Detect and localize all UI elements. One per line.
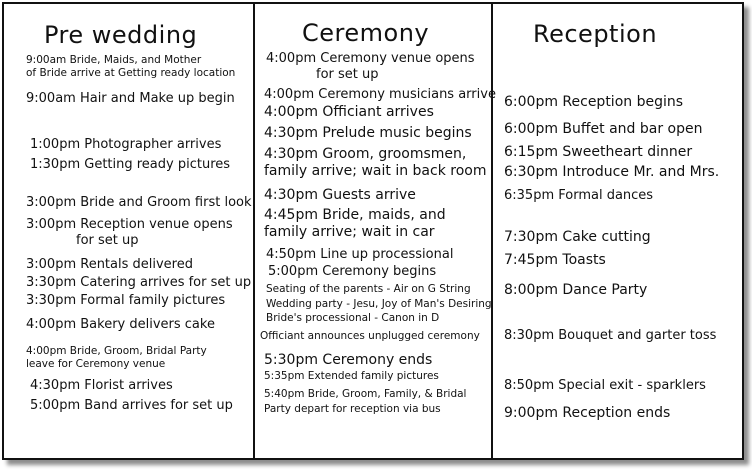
entry-line: 3:00pm Rentals delivered [26,257,193,272]
reception-entry [504,121,703,138]
pre-wedding-entry [30,398,233,414]
entry-line: Bride's processional - Canon in D [266,312,440,325]
entry-line: 4:00pm Bride, Groom, Bridal Party [26,345,207,357]
entry-line: Party depart for reception via bus [264,403,441,416]
entry-line: 9:00am Bride, Maids, and Mother [26,54,202,66]
entry-line: 1:00pm Photographer arrives [30,137,222,152]
ceremony-entry [264,207,446,241]
ceremony-entry [264,104,434,121]
ceremony-entry [264,387,466,417]
entry-line: 5:30pm Ceremony ends [264,352,433,368]
wedding-timeline-sheet [2,2,744,460]
reception-entry [504,144,692,161]
pre-wedding-entry [26,54,235,79]
pre-wedding-entry [26,293,225,309]
entry-line: 1:30pm Getting ready pictures [30,157,231,172]
entry-line: for set up [76,232,139,248]
reception-entry [504,252,606,269]
reception-column [493,4,742,458]
entry-line: Wedding party - Jesu, Joy of Man's Desiring [266,297,492,310]
entry-line: 3:00pm Reception venue opens [26,217,233,232]
entry-line: family arrive; wait in car [264,223,435,240]
entry-line: 4:00pm Bakery delivers cake [26,317,215,332]
entry-line: Seating of the parents - Air on G String [266,283,471,295]
reception-entry [504,405,670,422]
entry-line: 7:45pm Toasts [504,252,606,268]
pre-wedding-entry [26,217,233,248]
entry-line: 4:00pm Officiant arrives [264,104,434,120]
entry-line: 6:15pm Sweetheart dinner [504,144,693,160]
entry-line: 9:00pm Reception ends [504,405,671,421]
reception-entry [504,378,706,394]
reception-entry [504,328,716,344]
pre-wedding-entry [26,317,215,333]
reception-title: Reception [533,20,658,48]
entry-line: family arrive; wait in back room [264,162,487,179]
reception-entry [504,94,683,111]
ceremony-entry [264,370,439,383]
pre-wedding-title: Pre wedding [44,21,198,49]
pre-wedding-entry [30,157,230,173]
ceremony-entry [266,51,475,82]
entry-line: 3:30pm Catering arrives for set up [26,275,252,290]
entry-line: 6:35pm Formal dances [504,188,654,203]
entry-line: 6:30pm Introduce Mr. and Mrs. [504,164,720,180]
reception-entry [504,282,647,299]
pre-wedding-entry [26,275,251,291]
entry-line: of Bride arrive at Getting ready location [26,66,236,79]
entry-line: for set up [316,66,379,82]
ceremony-entry [264,125,472,142]
entry-line: Officiant announces unplugged ceremony [260,330,480,342]
ceremony-title: Ceremony [302,19,430,47]
entry-line: 8:30pm Bouquet and garter toss [504,328,717,343]
entry-line: leave for Ceremony venue [26,357,166,370]
ceremony-music-list [266,282,492,326]
entry-line: 5:00pm Band arrives for set up [30,398,233,413]
reception-entry [504,229,651,246]
pre-wedding-column [4,4,253,458]
ceremony-column [255,4,496,458]
entry-line: 4:50pm Line up processional [266,247,454,262]
ceremony-entry [268,264,436,280]
entry-line: 3:30pm Formal family pictures [26,293,226,308]
entry-line: 7:30pm Cake cutting [504,229,651,245]
entry-line: 4:00pm Ceremony venue opens [266,51,475,66]
entry-line: 4:00pm Ceremony musicians arrive [264,87,496,102]
ceremony-entry [264,352,432,369]
ceremony-entry [266,247,453,263]
ceremony-entry [264,87,496,103]
pre-wedding-entry [30,378,173,394]
entry-line: 5:35pm Extended family pictures [264,370,439,382]
pre-wedding-entry [26,345,207,370]
entry-line: 5:00pm Ceremony begins [268,264,437,279]
pre-wedding-entry [26,91,235,107]
entry-line: 4:45pm Bride, maids, and [264,207,446,223]
ceremony-entry [264,187,416,204]
ceremony-entry [264,146,486,180]
entry-line: 9:00am Hair and Make up begin [26,91,235,106]
reception-entry [504,188,653,204]
pre-wedding-entry [26,257,193,273]
pre-wedding-entry [26,195,252,211]
entry-line: 8:50pm Special exit - sparklers [504,378,706,393]
ceremony-entry [260,330,480,343]
entry-line: 3:00pm Bride and Groom first look [26,195,252,210]
entry-line: 5:40pm Bride, Groom, Family, & Bridal [264,388,467,400]
pre-wedding-entry [30,137,221,153]
entry-line: 4:30pm Guests arrive [264,187,416,203]
reception-entry [504,164,719,181]
entry-line: 4:30pm Florist arrives [30,378,173,393]
entry-line: 6:00pm Reception begins [504,94,684,110]
entry-line: 4:30pm Groom, groomsmen, [264,146,467,162]
entry-line: 8:00pm Dance Party [504,282,648,298]
entry-line: 6:00pm Buffet and bar open [504,121,703,137]
entry-line: 4:30pm Prelude music begins [264,125,472,141]
